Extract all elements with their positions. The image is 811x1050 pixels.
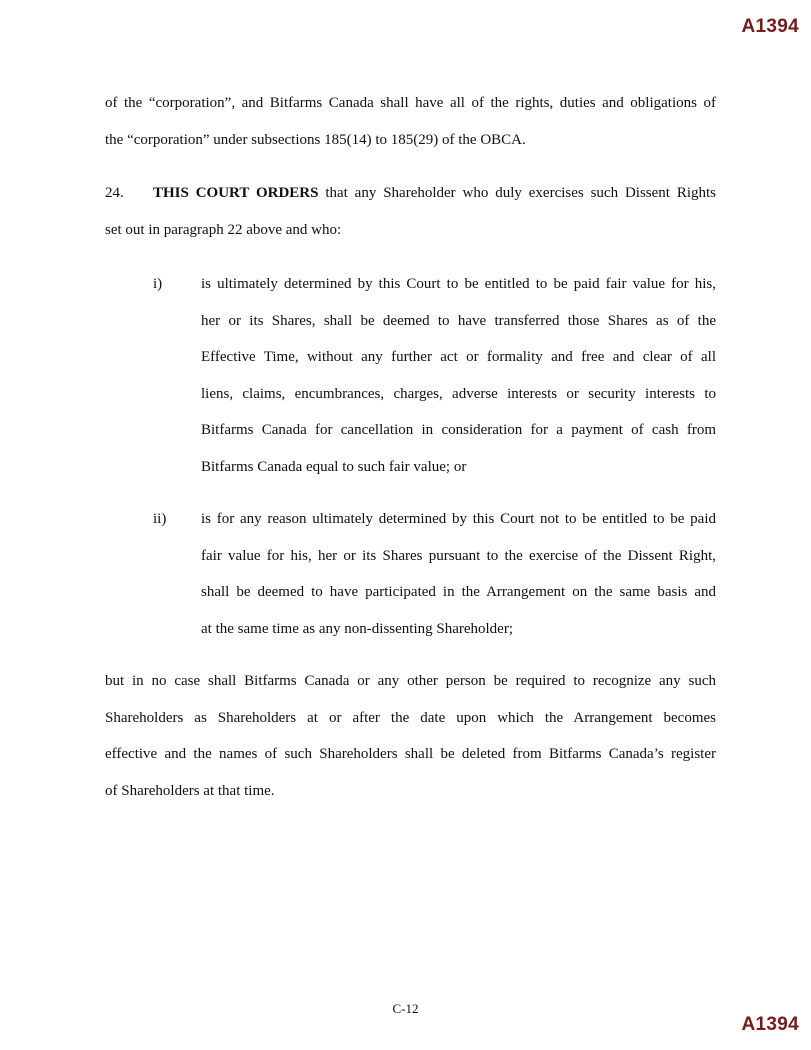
closing-line-1: but in no case shall Bitfarms Canada or any other person be required to recognize any such	[105, 673, 716, 689]
paragraph-24-line-1-rest: that any Shareholder who duly exercises such Dissent Rights	[318, 185, 716, 201]
item-i-line-6: Bitfarms Canada equal to such fair value; or	[201, 459, 467, 475]
paragraph-24-line-2: set out in paragraph 22 above and who:	[105, 222, 342, 238]
item-ii-line-1: is for any reason ultimately determined by this Court not to be entitled to be paid	[201, 511, 716, 527]
intro-line-1: of the “corporation”, and Bitfarms Canada shall have all of the rights, duties and obligations of	[105, 95, 716, 111]
exhibit-stamp-bottom: A1394	[741, 1014, 799, 1035]
item-ii-line-3: shall be deemed to have participated in the Arrangement on the same basis and	[201, 584, 716, 600]
item-i-line-4: liens, claims, encumbrances, charges, adverse interests or security interests to	[201, 386, 716, 402]
item-ii-line-4: at the same time as any non-dissenting Shareholder;	[201, 621, 514, 637]
closing-line-4: of Shareholders at that time.	[105, 783, 275, 799]
paragraph-24-first-line	[153, 183, 716, 203]
paragraph-heading: THIS COURT ORDERS	[153, 185, 319, 201]
paragraph-number: 24.	[105, 185, 124, 201]
item-i-line-1: is ultimately determined by this Court to be entitled to be paid fair value for his,	[201, 276, 716, 292]
item-i-line-2: her or its Shares, shall be deemed to have transferred those Shares as of the	[201, 313, 716, 329]
page-number: C-12	[392, 1001, 419, 1016]
item-i-label: i)	[153, 276, 163, 292]
intro-line-2: the “corporation” under subsections 185(14) to 185(29) of the OBCA.	[105, 132, 526, 148]
item-i-line-3: Effective Time, without any further act or formality and free and clear of all	[201, 349, 716, 365]
closing-line-3: effective and the names of such Shareholders shall be deleted from Bitfarms Canada’s register	[105, 746, 716, 762]
item-i-line-5: Bitfarms Canada for cancellation in consideration for a payment of cash from	[201, 422, 716, 438]
exhibit-stamp-top: A1394	[741, 16, 799, 37]
item-ii-line-2: fair value for his, her or its Shares pursuant to the exercise of the Dissent Right,	[201, 548, 716, 564]
closing-line-2: Shareholders as Shareholders at or after the date upon which the Arrangement becomes	[105, 710, 716, 726]
item-ii-label: ii)	[153, 511, 167, 527]
paragraph-24-line-1	[105, 183, 716, 203]
